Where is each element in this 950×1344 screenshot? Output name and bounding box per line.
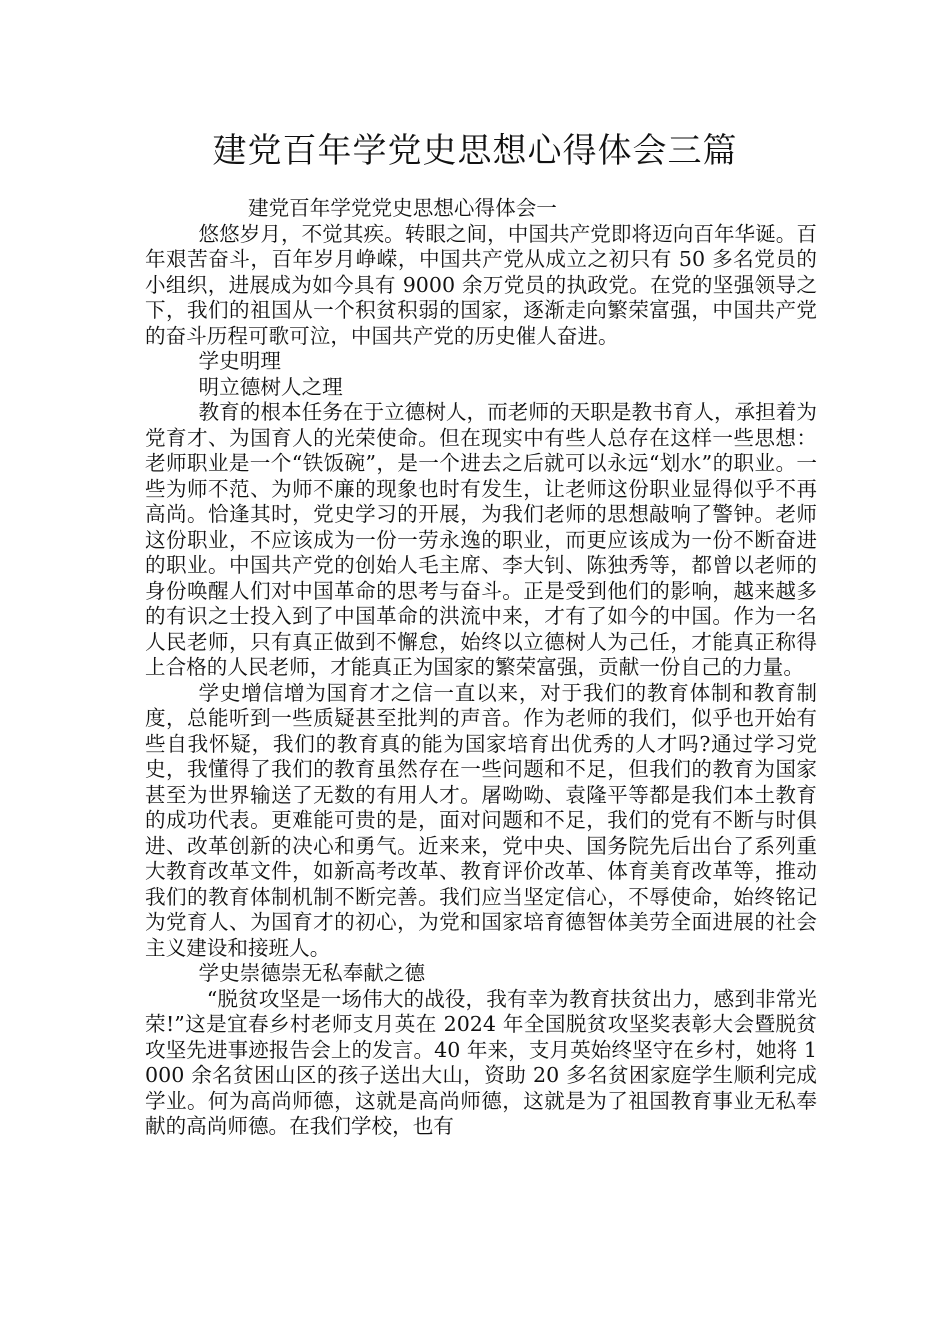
paragraph-education-confidence: 学史增信增为国育才之信一直以来，对于我们的教育体制和教育制度，总能听到一些质疑甚至批判的声音。作为老师的我们，似乎也开始有些自我怀疑，我们的教育真的能为国家培育出优秀的人才吗?通过学习党史，我懂得了我们的教育虽然存在一些问题和不足，但我们的教育为国家甚至为世界输送了无数的有用人才。屠呦呦、袁隆平等都是我们本土教育的成功代表。更难能可贵的是，面对问题和不足，我们的党有不断与时俱进、改革创新的决心和勇气。近来来，党中央、国务院先后出台了系列重大教育改革文件，如新高考改革、教育评价改革、体育美育改革等，推动我们的教育体制机制不断完善。我们应当坚定信心，不辱使命，始终铭记为党育人、为国育才的初心，为党和国家培育德智体美劳全面进展的社会主义建设和接班人。 [145,680,817,960]
document-title: 建党百年学党史思想心得体会三篇 [212,131,738,171]
section-subtitle: 建党百年学党党史思想心得体会一 [248,196,557,220]
heading-study-history-reason: 学史明理 [198,349,281,373]
heading-selfless-dedication: 学史崇德崇无私奉献之德 [198,961,426,985]
document-body [145,196,817,1140]
paragraph-teacher-mission: 教育的根本任务在于立德树人，而老师的天职是教书育人，承担着为党育才、为国育人的光荣使命。但在现实中有些人总存在这样一些思想：老师职业是一个“铁饭碗”，是一个进去之后就可以永远“划水”的职业。一些为师不范、为师不廉的现象也时有发生，让老师这份职业显得似乎不再高尚。恰逢其时，党史学习的开展，为我们老师的思想敲响了警钟。老师这份职业，不应该成为一份一劳永逸的职业，而更应该成为一份不断奋进的职业。中国共产党的创始人毛主席、李大钊、陈独秀等，都曾以老师的身份唤醒人们对中国革命的思考与奋斗。正是受到他们的影响，越来越多的有识之士投入到了中国革命的洪流中来，才有了如今的中国。作为一名人民老师，只有真正做到不懈怠，始终以立德树人为己任，才能真正称得上合格的人民老师，才能真正为国家的繁荣富强，贡献一份自己的力量。 [145,400,817,679]
heading-moral-education: 明立德树人之理 [198,374,343,399]
paragraph-rural-teacher: “脱贫攻坚是一场伟大的战役，我有幸为教育扶贫出力，感到非常光荣!”这是宜春乡村老师支月英在 2024 年全国脱贫攻坚奖表彰大会暨脱贫攻坚先进事迹报告会上的发言。40 年来，支月英始终坚守在乡村，她将 1000 余名贫困山区的孩子送出大山，资助 20 多名贫困家庭学生顺利完成学业。何为高尚师德，这就是高尚师德，这就是为了祖国教育事业无私奉献的高尚师德。在我们学校，也有 [145,986,817,1138]
paragraph-intro: 悠悠岁月，不觉其疾。转眼之间，中国共产党即将迈向百年华诞。百年艰苦奋斗，百年岁月峥嵘，中国共产党从成立之初只有 50 多名党员的小组织，进展成为如今具有 9000 余万党员的执政党。在党的坚强领导之下，我们的祖国从一个积贫积弱的国家，逐渐走向繁荣富强，中国共产党的奋斗历程可歌可泣，中国共产党的历史催人奋进。 [145,221,817,348]
